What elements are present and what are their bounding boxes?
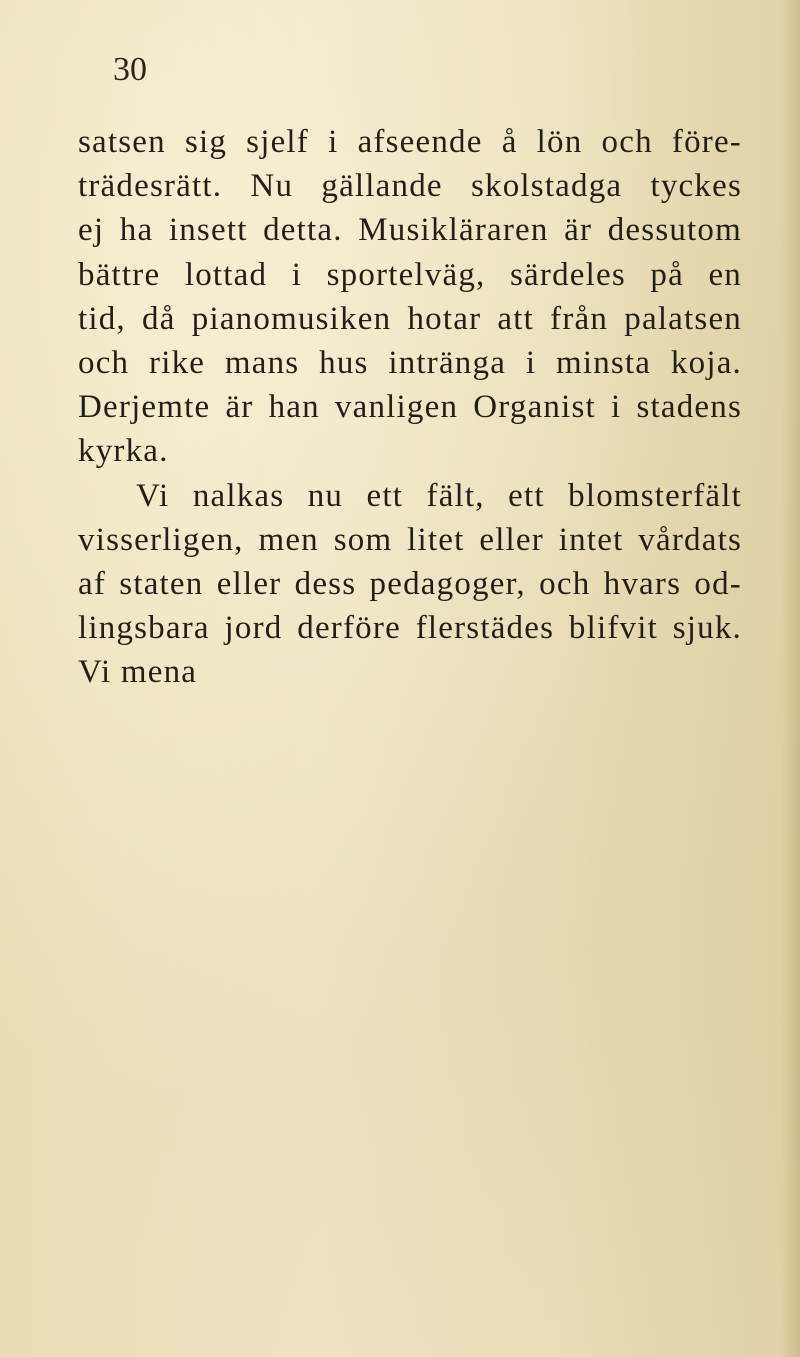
text-line: kyrka. [78,433,169,470]
text-line: bättre lottad i sportelväg, särdeles på en [78,256,742,293]
text-line: tid, då pianomusiken hotar att från palatsen [78,300,742,337]
text-line: af staten eller dess pedagoger, och hvars od- [78,565,742,602]
text-line: Derjemte är han vanligen Organist i stadens [78,389,742,426]
text-line: ej ha insett detta. Musikläraren är dessutom [78,212,742,249]
text-line: lingsbara jord derföre flerstädes blifvit sjuk. [78,610,742,647]
page-edge-shadow [782,0,800,1357]
text-line: Vi nalkas nu ett fält, ett blomsterfält [136,477,742,514]
page-number: 30 [113,51,147,88]
text-line: satsen sig sjelf i afseende å lön och före- [78,124,742,160]
body-text [78,120,742,694]
text-line: Vi mena [78,654,198,691]
text-line: och rike mans hus intränga i minsta koja. [78,344,742,381]
text-line: visserligen, men som litet eller intet vårdats [78,521,742,558]
text-line: trädesrätt. Nu gällande skolstadga tyckes [78,168,742,205]
